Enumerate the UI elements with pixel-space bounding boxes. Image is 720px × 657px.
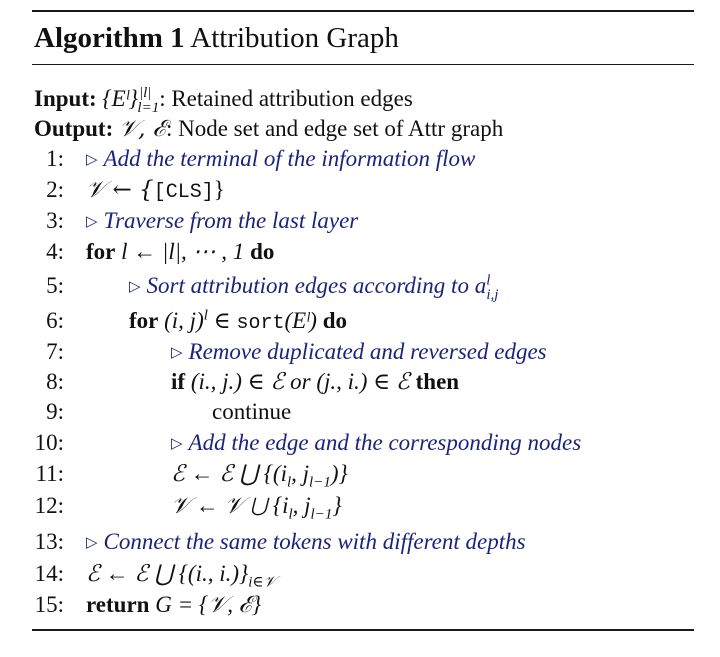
statement-text: (Eˡ): [284, 308, 323, 333]
algo-line-8: [0, 366, 720, 398]
keyword: then: [415, 369, 460, 394]
comment: [129, 270, 498, 303]
statement-text: )}: [330, 461, 348, 486]
comment: [171, 427, 581, 460]
sort-function: sort: [236, 312, 285, 335]
statement-text: G = {𝒱, ℰ}: [149, 592, 262, 617]
comment-text: Add the edge and the corresponding nodes: [188, 430, 582, 455]
statement: [171, 458, 348, 490]
statement-sub: i∈𝒱: [248, 574, 276, 591]
comment: [86, 526, 526, 559]
comment-marker-icon: ▷: [86, 152, 98, 168]
statement: [86, 558, 276, 590]
statement-sub: l: [288, 506, 293, 523]
comment-sub: i,j: [486, 286, 499, 303]
output-label: Output:: [34, 116, 114, 141]
algorithm-title: [34, 18, 399, 58]
input-math-sub: l=1: [137, 99, 160, 116]
statement-text: (i., j.) ∈ ℰ or (j., i.) ∈ ℰ: [185, 369, 416, 394]
statement-sub: l−1: [309, 474, 331, 491]
statement-text: , j: [291, 461, 310, 486]
statement-sub: l−1: [310, 506, 333, 523]
comment-marker-icon: ▷: [171, 436, 183, 452]
line-number: 3:: [46, 208, 64, 233]
statement-text: ℰ ← ℰ ⋃ {(i., i.)}: [86, 561, 249, 586]
comment-sup: l: [486, 272, 491, 289]
algo-line-7: [0, 336, 720, 368]
comment-marker-icon: ▷: [86, 214, 98, 230]
algo-line-2: [0, 174, 720, 206]
statement-text: 𝒱 ← 𝒱 ⋃ {i: [171, 493, 289, 518]
input-line: [34, 84, 413, 114]
output-math: 𝒱, ℰ: [119, 116, 166, 142]
statement-text: 𝒱 ← {: [86, 177, 154, 203]
algo-line-14: [0, 558, 720, 590]
algo-line-11: [0, 458, 720, 490]
algo-line-4: [0, 236, 720, 268]
algo-line-12: [0, 490, 720, 522]
keyword: do: [322, 308, 348, 333]
comment-text: Sort attribution edges according to a: [146, 273, 487, 298]
line-number: 2:: [46, 177, 64, 202]
statement: [171, 366, 459, 398]
statement: [129, 305, 347, 340]
statement-text: ∈: [207, 308, 237, 333]
line-number: 8:: [46, 369, 64, 394]
statement: [86, 174, 225, 209]
line-number: 4:: [46, 239, 64, 264]
keyword: for: [86, 239, 116, 264]
algo-line-9: [0, 396, 720, 428]
comment-marker-icon: ▷: [129, 279, 141, 295]
statement-text: }: [213, 177, 225, 202]
statement: [86, 589, 261, 621]
algo-line-13: [0, 526, 720, 558]
comment-text: Traverse from the last layer: [103, 208, 359, 233]
title-rule: [32, 64, 694, 65]
line-number: 9:: [46, 399, 64, 424]
comment-text: Connect the same tokens with different depths: [103, 529, 526, 554]
input-math: {Eˡ}: [102, 86, 138, 111]
statement-text: }: [332, 493, 342, 518]
comment: [171, 336, 547, 369]
statement-text: , j: [292, 493, 311, 518]
keyword: for: [129, 308, 159, 333]
algorithm-label: Algorithm 1: [34, 22, 185, 54]
output-desc: : Node set and edge set of Attr graph: [165, 116, 504, 141]
line-number: 14:: [34, 561, 64, 586]
line-number: 11:: [35, 461, 64, 486]
algo-line-6: [0, 305, 720, 337]
input-math-sup: |l|: [138, 85, 152, 102]
comment-text: Remove duplicated and reversed edges: [188, 339, 547, 364]
statement: [171, 490, 342, 522]
statement: [86, 236, 274, 268]
comment: [86, 143, 475, 176]
algo-line-10: [0, 427, 720, 459]
algorithm-name: Attribution Graph: [190, 22, 399, 54]
statement-text: (i, j): [158, 308, 204, 333]
comment-text: Add the terminal of the information flow: [103, 146, 476, 171]
keyword: do: [250, 239, 275, 264]
line-number: 5:: [46, 273, 64, 298]
line-number: 12:: [34, 493, 64, 518]
line-number: 7:: [46, 339, 64, 364]
input-label: Input:: [34, 86, 97, 111]
top-rule: [32, 10, 694, 12]
keyword: if: [171, 369, 186, 394]
input-desc: : Retained attribution edges: [159, 86, 413, 111]
line-number: 1:: [46, 146, 64, 171]
line-number: 15:: [34, 592, 64, 617]
comment-marker-icon: ▷: [171, 345, 183, 361]
bottom-rule: [32, 629, 694, 631]
line-number: 10:: [34, 430, 64, 455]
line-number: 6:: [46, 308, 64, 333]
statement-sub: l: [286, 474, 292, 491]
algo-line-15: [0, 589, 720, 621]
output-line: [34, 114, 503, 144]
statement-text: ℰ ← ℰ ⋃ {(i: [171, 461, 287, 486]
statement-sup: l: [203, 307, 208, 324]
algo-line-3: [0, 205, 720, 237]
comment-marker-icon: ▷: [86, 535, 98, 551]
algo-line-1: [0, 143, 720, 175]
statement: continue: [212, 399, 292, 424]
line-number: 13:: [34, 529, 64, 554]
comment: [86, 205, 358, 238]
algo-line-5: [0, 270, 720, 302]
statement-text: l ← |l|, ⋯ , 1: [115, 239, 251, 264]
cls-token: [CLS]: [153, 181, 214, 204]
keyword: return: [86, 592, 150, 617]
